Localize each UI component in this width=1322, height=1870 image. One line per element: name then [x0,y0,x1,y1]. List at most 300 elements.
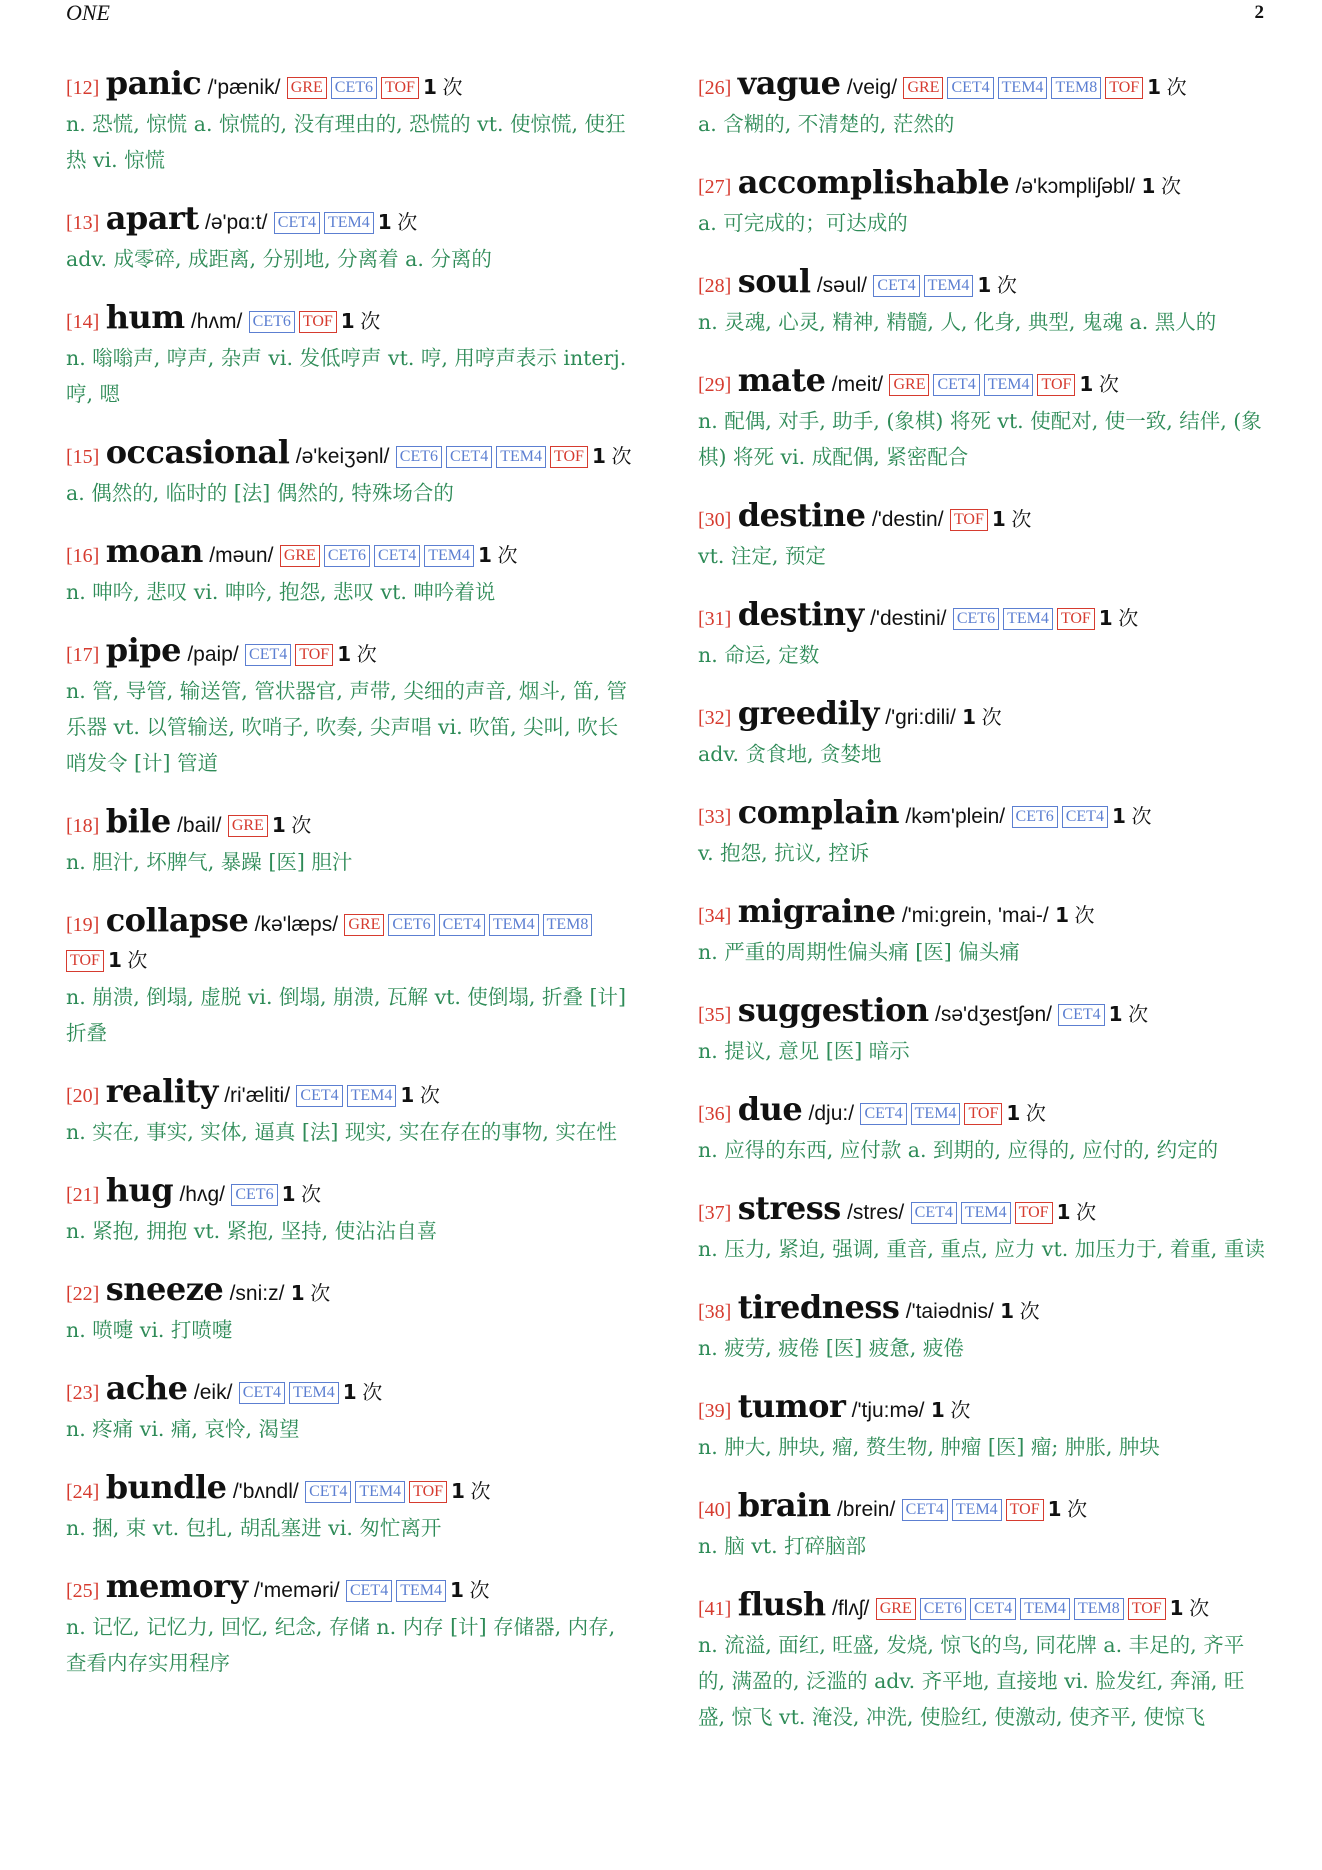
entry-headline [698,795,1270,835]
frequency-count: 1 [400,1083,415,1107]
frequency-unit: 次 [469,1580,490,1602]
exam-tag: GRE [889,374,929,396]
headword: due [737,1090,803,1128]
definition: n. 疲劳, 疲倦 [医] 疲惫, 疲倦 [698,1336,964,1360]
headword: memory [105,1567,248,1605]
frequency [1055,905,1094,927]
word-entry [698,1389,1270,1465]
entry-index: [27] [698,176,732,198]
headword: complain [737,793,900,831]
entry-index: [24] [66,1481,100,1503]
frequency-unit: 次 [1166,77,1187,99]
entry-index: [12] [66,77,100,99]
entry-index: [33] [698,806,732,828]
entry-index: [39] [698,1400,732,1422]
phonetic: /'taiədnis/ [905,1300,994,1323]
frequency [1147,77,1186,99]
right-column [698,66,1270,1758]
entry-headline [66,300,638,340]
definition: n. 脑 vt. 打碎脑部 [698,1534,867,1558]
frequency-count: 1 [290,1281,305,1305]
phonetic: /ə'pɑ:t/ [205,211,268,234]
entry-headline [66,1371,638,1411]
frequency-count: 1 [1055,903,1069,927]
frequency-unit: 次 [360,311,381,333]
headword: destiny [737,595,864,633]
entry-index: [37] [698,1202,732,1224]
exam-tag: CET4 [933,374,979,396]
entry-headline [698,1488,1270,1528]
headword: suggestion [737,991,929,1029]
frequency [931,1400,970,1422]
frequency [977,275,1016,297]
phonetic: /kəm'plein/ [905,805,1006,828]
frequency-count: 1 [449,1578,464,1602]
word-entry [66,66,638,178]
word-entry [698,165,1270,241]
exam-tag: TEM4 [496,446,546,468]
entry-headline [698,165,1270,205]
frequency-count: 1 [977,273,992,297]
entry-index: [19] [66,914,100,936]
headword: accomplishable [737,163,1010,201]
frequency-unit: 次 [419,1085,440,1107]
frequency-count: 1 [1111,804,1126,828]
exam-tag: CET6 [324,545,370,567]
phonetic: /ə'kɔmpliʃəbl/ [1015,175,1136,198]
exam-tag: CET4 [902,1499,948,1521]
exam-tag: TEM4 [347,1085,397,1107]
definition: n. 嗡嗡声, 哼声, 杂声 vi. 发低哼声 vt. 哼, 用哼声表示 interj. 哼, 嗯 [66,346,627,406]
headword: occasional [105,433,290,471]
entry-index: [29] [698,374,732,396]
frequency-unit: 次 [1189,1598,1210,1620]
frequency [337,644,376,666]
definition: n. 压力, 紧迫, 强调, 重音, 重点, 应力 vt. 加压力于, 着重, 重读 [698,1237,1265,1261]
word-entry [66,633,638,781]
phonetic: /stres/ [847,1201,905,1224]
exam-tag: CET4 [439,914,485,936]
definition: n. 灵魂, 心灵, 精神, 精髓, 人, 化身, 典型, 鬼魂 a. 黑人的 [698,310,1217,334]
headword: tumor [737,1387,846,1425]
page-header-title: ONE [66,0,110,25]
word-entry [698,795,1270,871]
exam-tag: CET4 [239,1382,285,1404]
exam-tag: CET6 [953,608,999,630]
word-entry [66,201,638,277]
word-entry [698,696,1270,772]
frequency-unit: 次 [1098,374,1119,396]
frequency-unit: 次 [397,212,418,234]
headword: tiredness [737,1288,900,1326]
entry-headline [698,498,1270,538]
frequency-unit: 次 [1025,1103,1046,1125]
word-entry [698,498,1270,574]
exam-tag: TOF [295,644,333,666]
exam-tag: TEM4 [289,1382,339,1404]
frequency [592,446,631,468]
phonetic: /bail/ [177,814,222,837]
exam-tag: TEM8 [1051,77,1101,99]
exam-tag: CET4 [374,545,420,567]
frequency-count: 1 [281,1182,296,1206]
frequency [450,1580,489,1602]
frequency-count: 1 [340,309,355,333]
definition: v. 抱怨, 抗议, 控诉 [698,841,870,865]
definition: n. 命运, 定数 [698,643,820,667]
phonetic: /paip/ [187,643,239,666]
frequency [400,1085,439,1107]
entry-headline [698,894,1270,934]
headword: panic [105,64,202,102]
exam-tag: TOF [1057,608,1095,630]
entry-index: [28] [698,275,732,297]
headword: bile [105,802,171,840]
frequency [291,1283,330,1305]
entry-index: [34] [698,905,732,927]
headword: vague [737,64,841,102]
exam-tag: CET4 [970,1598,1016,1620]
phonetic: /hʌm/ [190,310,243,333]
definition: adv. 成零碎, 成距离, 分别地, 分离着 a. 分离的 [66,247,492,271]
entry-index: [20] [66,1085,100,1107]
word-entry [66,534,638,610]
entry-index: [31] [698,608,732,630]
exam-tag: TOF [409,1481,447,1503]
exam-tag: TOF [1015,1202,1053,1224]
entry-index: [35] [698,1004,732,1026]
frequency-unit: 次 [127,950,148,972]
entry-headline [66,1470,638,1510]
entry-index: [32] [698,707,732,729]
frequency-count: 1 [451,1479,465,1503]
headword: sneeze [105,1270,224,1308]
frequency [1057,1202,1096,1224]
headword: ache [105,1369,188,1407]
definition: n. 呻吟, 悲叹 vi. 呻吟, 抱怨, 悲叹 vt. 呻吟着说 [66,580,496,604]
entry-index: [23] [66,1382,100,1404]
entry-headline [698,264,1270,304]
word-entry [66,1470,638,1546]
frequency-count: 1 [1147,75,1162,99]
exam-tag: TOF [550,446,588,468]
definition: a. 偶然的, 临时的 [法] 偶然的, 特殊场合的 [66,481,454,505]
exam-tag: CET4 [1058,1004,1104,1026]
frequency-count: 1 [337,642,352,666]
headword: pipe [105,631,181,669]
word-entry [66,435,638,511]
frequency-unit: 次 [310,1283,331,1305]
frequency-unit: 次 [470,1481,491,1503]
frequency-unit: 次 [497,545,518,567]
headword: stress [737,1189,841,1227]
entry-headline [698,1389,1270,1429]
definition: n. 喷嚏 vi. 打喷嚏 [66,1318,233,1342]
exam-tag: CET4 [305,1481,351,1503]
exam-tag: TEM4 [924,275,974,297]
frequency [282,1184,321,1206]
word-entry [66,1272,638,1348]
word-entry [66,903,638,1051]
frequency-count: 1 [1141,174,1156,198]
word-entry [698,993,1270,1069]
exam-tag: GRE [228,815,268,837]
entry-index: [13] [66,212,100,234]
definition: n. 配偶, 对手, 助手, (象棋) 将死 vt. 使配对, 使一致, 结伴, (象棋) 将死 vi. 成配偶, 紧密配合 [698,409,1262,469]
frequency-unit: 次 [1076,1202,1097,1224]
exam-tag: CET4 [873,275,919,297]
exam-tag: TOF [66,950,104,972]
definition: n. 实在, 事实, 实体, 逼真 [法] 现实, 实在存在的事物, 实在性 [66,1120,617,1144]
exam-tag: TOF [381,77,419,99]
phonetic: /brein/ [836,1498,896,1521]
phonetic: /səul/ [816,274,868,297]
entry-headline [66,1569,638,1609]
frequency [451,1481,490,1503]
frequency [1079,374,1118,396]
word-entry [698,264,1270,340]
word-entry [66,1173,638,1249]
phonetic: /'destin/ [871,508,944,531]
exam-tag: CET6 [920,1598,966,1620]
frequency-unit: 次 [1160,176,1181,198]
word-entry [698,1587,1270,1735]
exam-tag: TEM4 [998,77,1048,99]
frequency-unit: 次 [1131,806,1152,828]
page-number: 2 [1254,2,1264,23]
exam-tag: CET6 [396,446,442,468]
entry-headline [66,633,638,673]
phonetic: /sə'dʒestʃən/ [935,1003,1053,1026]
word-entry [66,804,638,880]
frequency [1000,1301,1039,1323]
exam-tag: CET4 [911,1202,957,1224]
headword: collapse [105,901,249,939]
entry-headline [698,1290,1270,1330]
phonetic: /'pænik/ [207,76,281,99]
entry-headline [66,435,638,475]
entry-headline [66,1173,638,1213]
frequency-count: 1 [591,444,606,468]
word-entry [698,1290,1270,1366]
entry-index: [30] [698,509,732,531]
frequency-unit: 次 [1074,905,1095,927]
exam-tag: CET4 [860,1103,906,1125]
frequency-unit: 次 [1011,509,1032,531]
phonetic: /'gri:dili/ [885,706,956,729]
definition: n. 疼痛 vi. 痛, 哀怜, 渴望 [66,1417,300,1441]
exam-tag: TEM4 [961,1202,1011,1224]
entry-index: [17] [66,644,100,666]
frequency [108,950,147,972]
left-column [66,66,638,1704]
exam-tag: CET6 [231,1184,277,1206]
frequency [1109,1004,1148,1026]
phonetic: /dju:/ [808,1102,855,1125]
headword: soul [737,262,811,300]
headword: mate [737,361,826,399]
frequency [1099,608,1138,630]
definition: adv. 贪食地, 贪婪地 [698,742,882,766]
frequency [343,1382,382,1404]
frequency-count: 1 [422,75,437,99]
exam-tag: GRE [903,77,943,99]
frequency [272,815,311,837]
exam-tag: TEM4 [911,1103,961,1125]
word-entry [66,1371,638,1447]
frequency-unit: 次 [1019,1301,1040,1323]
frequency-unit: 次 [1118,608,1139,630]
frequency-unit: 次 [1128,1004,1149,1026]
entry-headline [698,1092,1270,1132]
phonetic: /kə'læps/ [254,913,339,936]
entry-index: [21] [66,1184,100,1206]
exam-tag: CET4 [1062,806,1108,828]
exam-tag: CET4 [274,212,320,234]
frequency-count: 1 [271,813,286,837]
phonetic: /'destini/ [870,607,947,630]
word-entry [698,894,1270,970]
frequency-unit: 次 [301,1184,322,1206]
exam-tag: TEM4 [396,1580,446,1602]
definition: n. 应得的东西, 应付款 a. 到期的, 应得的, 应付的, 约定的 [698,1138,1219,1162]
exam-tag: TEM4 [1003,608,1053,630]
entry-index: [26] [698,77,732,99]
exam-tag: CET4 [947,77,993,99]
word-entry [698,1092,1270,1168]
entry-headline [698,696,1270,736]
frequency [423,77,462,99]
exam-tag: CET4 [346,1580,392,1602]
exam-tag: TEM4 [984,374,1034,396]
definition: n. 记忆, 记忆力, 回忆, 纪念, 存储 n. 内存 [计] 存储器, 内存, 查看内存实用程序 [66,1615,616,1675]
exam-tag: TOF [964,1103,1002,1125]
exam-tag: TEM4 [324,212,374,234]
entry-headline [698,66,1270,106]
word-entry [698,66,1270,142]
frequency-unit: 次 [611,446,632,468]
frequency-count: 1 [1169,1596,1184,1620]
frequency [478,545,517,567]
frequency-unit: 次 [981,707,1002,729]
frequency [1170,1598,1209,1620]
frequency-unit: 次 [291,815,312,837]
entry-index: [25] [66,1580,100,1602]
exam-tag: TOF [950,509,988,531]
exam-tag: CET4 [245,644,291,666]
phonetic: /eik/ [193,1381,233,1404]
frequency-count: 1 [1000,1299,1015,1323]
entry-index: [40] [698,1499,732,1521]
entry-headline [66,804,638,844]
headword: flush [737,1585,826,1623]
phonetic: /sni:z/ [229,1282,285,1305]
entry-headline [66,1272,638,1312]
definition: n. 提议, 意见 [医] 暗示 [698,1039,910,1063]
phonetic: /'bʌndl/ [232,1480,299,1503]
exam-tag: TEM4 [1020,1598,1070,1620]
phonetic: /ə'keiʒənl/ [295,445,390,468]
phonetic: /flʌʃ/ [832,1597,870,1620]
word-entry [698,363,1270,475]
frequency [378,212,417,234]
frequency-count: 1 [478,543,492,567]
frequency-count: 1 [1006,1101,1021,1125]
definition: n. 恐慌, 惊慌 a. 惊慌的, 没有理由的, 恐慌的 vt. 使惊慌, 使狂热 vi. 惊慌 [66,112,626,172]
entry-index: [38] [698,1301,732,1323]
headword: migraine [737,892,896,930]
exam-tag: TEM8 [543,914,593,936]
frequency-unit: 次 [1067,1499,1088,1521]
headword: bundle [105,1468,227,1506]
exam-tag: CET4 [446,446,492,468]
exam-tag: TEM4 [424,545,474,567]
exam-tag: TEM8 [1074,1598,1124,1620]
exam-tag: TEM4 [489,914,539,936]
frequency [1141,176,1180,198]
frequency [1048,1499,1087,1521]
frequency-count: 1 [1056,1200,1071,1224]
exam-tag: TOF [1105,77,1143,99]
definition: n. 肿大, 肿块, 瘤, 赘生物, 肿瘤 [医] 瘤; 肿胀, 肿块 [698,1435,1160,1459]
definition: n. 紧抱, 拥抱 vt. 紧抱, 坚持, 使沾沾自喜 [66,1219,438,1243]
exam-tag: TEM4 [952,1499,1002,1521]
word-entry [698,1488,1270,1564]
definition: n. 管, 导管, 输送管, 管状器官, 声带, 尖细的声音, 烟斗, 笛, 管乐器 vt. 以管输送, 吹哨子, 吹奏, 尖声唱 vi. 吹笛, 尖叫, 吹长哨发令 [计] 管道 [66,679,627,775]
phonetic: /hʌg/ [179,1183,225,1206]
exam-tag: CET6 [388,914,434,936]
frequency [1006,1103,1045,1125]
word-entry [698,1191,1270,1267]
word-entry [66,1074,638,1150]
frequency-count: 1 [342,1380,357,1404]
frequency-count: 1 [1079,372,1094,396]
exam-tag: TOF [299,311,337,333]
definition: a. 可完成的；可达成的 [698,211,908,235]
headword: hug [105,1171,174,1209]
word-entry [66,300,638,412]
frequency [341,311,380,333]
frequency-unit: 次 [442,77,463,99]
exam-tag: GRE [344,914,384,936]
definition: n. 流溢, 面红, 旺盛, 发烧, 惊飞的鸟, 同花牌 a. 丰足的, 齐平的, 满盈的, 泛滥的 adv. 齐平地, 直接地 vi. 脸发红, 奔涌, 旺盛, 惊飞 vt. 淹没, 冲洗, 使脸红, 使激动, 使齐平, 使惊飞 [698,1633,1245,1729]
exam-tag: CET6 [249,311,295,333]
definition: vt. 注定, 预定 [698,544,826,568]
exam-tag: CET4 [296,1085,342,1107]
headword: moan [105,532,203,570]
entry-index: [14] [66,311,100,333]
frequency-unit: 次 [362,1382,383,1404]
entry-index: [15] [66,446,100,468]
phonetic: /ri'æliti/ [224,1084,291,1107]
entry-index: [16] [66,545,100,567]
frequency-count: 1 [107,948,122,972]
frequency-count: 1 [377,210,392,234]
entry-headline [698,1191,1270,1231]
word-entry [698,597,1270,673]
phonetic: /'tju:mə/ [851,1399,925,1422]
frequency [992,509,1031,531]
entry-index: [36] [698,1103,732,1125]
phonetic: /meit/ [831,373,884,396]
exam-tag: TEM4 [355,1481,405,1503]
exam-tag: TOF [1128,1598,1166,1620]
exam-tag: GRE [280,545,320,567]
entry-headline [66,66,638,106]
definition: n. 严重的周期性偏头痛 [医] 偏头痛 [698,940,1020,964]
frequency [1112,806,1151,828]
entry-index: [22] [66,1283,100,1305]
